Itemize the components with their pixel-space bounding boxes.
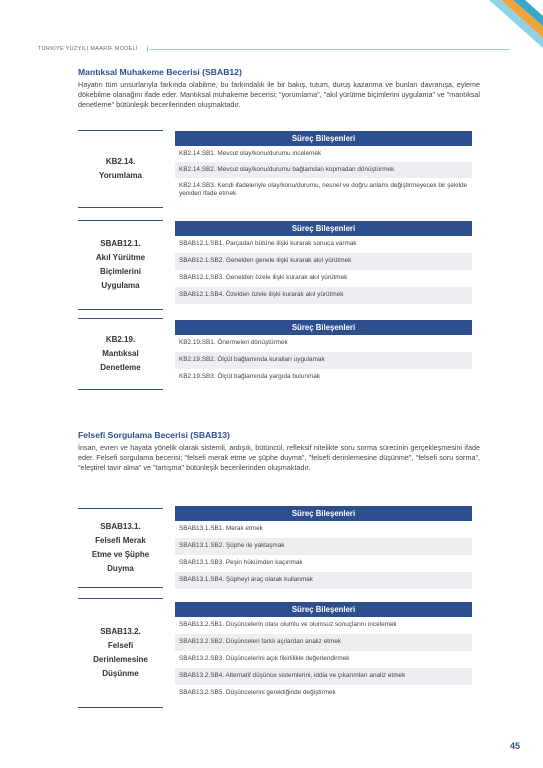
table-row: SBAB13.1.SB2. Şüphe ile yaklaşmak <box>175 538 472 555</box>
table-row: SBAB13.2.SB4. Alternatif düşünce sistemlerini, iddia ve çıkarımları analiz etmek <box>175 668 472 685</box>
table-header: Süreç Bileşenleri <box>175 221 472 236</box>
skill-code: KB2.14. <box>105 157 136 166</box>
section-title: Felsefi Sorgulama Becerisi (SBAB13) <box>78 430 230 440</box>
section-paragraph: Hayatın tüm unsurlarıyla farkında olabilme, bu farkındalık ile bir bakış, tutum, duruş kazanma ve bunları davranışa, eyleme dökebilme olanağını ifade eder. Mantıksal muhakeme becerisi; "yorumlama", "akıl yürütme biçimlerini uygulama" ve "mantıksal denetleme" bütünleşik becerilerinden oluşmaktadır. <box>78 80 480 110</box>
skill-bottom-rule <box>78 207 163 208</box>
header-rule <box>150 49 510 50</box>
skill-label <box>78 508 163 588</box>
table-row: SBAB12.1.SB2. Genelden genele ilişki kurarak akıl yürütmek <box>175 253 472 270</box>
skill-top-rule <box>78 598 163 599</box>
skill-bottom-rule <box>78 309 163 310</box>
table-row: SBAB13.2.SB3. Düşüncelerini açık fikirlilikle değerlendirmek <box>179 655 350 663</box>
table-header: Süreç Bileşenleri <box>175 602 472 617</box>
skill-top-rule <box>78 318 163 319</box>
skill-bottom-rule <box>78 707 163 708</box>
skill-label <box>78 318 163 390</box>
skill-top-rule <box>78 130 163 131</box>
process-table <box>175 506 472 589</box>
running-header: TÜRKİYE YÜZYILI MAARİF MODELİ <box>38 46 138 52</box>
table-header: Süreç Bileşenleri <box>175 320 472 335</box>
corner-decoration <box>483 0 543 55</box>
table-row: KB2.14.SB3. Kendi ifadeleriyle olay/konu/durumu, nesnel ve doğru anlamı değiştirmeyecek bir şekilde yeniden ifade etmek <box>179 181 468 197</box>
skill-code: SBAB13.1. <box>100 522 141 531</box>
skill-name: Felsefi Merak Etme ve Şüphe Duyma <box>91 536 150 573</box>
process-table <box>175 131 472 202</box>
table-row: SBAB12.1.SB3. Genelden özele ilişki kurarak akıl yürütmek <box>179 274 348 282</box>
table-row: SBAB13.2.SB2. Düşünceleri farklı açılardan analiz etmek <box>175 634 472 651</box>
section-paragraph: İnsan, evren ve hayata yönelik olarak sistemli, ardışık, bütüncül, refleksif nitelikte soru sorma sürecinin gerçekleşmesini ifade eder. Felsefi sorgulama becerisi; "felsefi merak etme ve şüphe duyma", "felsefi derinlemesine düşünme", "felsefi soru sorma", "eleştirel tavır alma" ve "tartışma" bütünleşik becerilerinden oluşmaktadır. <box>78 443 480 473</box>
table-header: Süreç Bileşenleri <box>175 506 472 521</box>
process-table <box>175 320 472 386</box>
table-row: SBAB13.1.SB1. Merak etmek <box>179 525 263 533</box>
table-row: KB2.14.SB2. Mevcut olay/konu/durumu bağlamdan kopmadan dönüştürmek <box>175 162 472 178</box>
skill-label <box>78 130 163 208</box>
table-row: SBAB13.1.SB3. Peşin hükümden kaçınmak <box>179 559 303 567</box>
header-rule-tick <box>147 46 148 52</box>
skill-top-rule <box>78 508 163 509</box>
skill-code: KB2.19. <box>105 335 136 344</box>
skill-name: Mantıksal Denetleme <box>100 349 141 372</box>
table-row: SBAB12.1.SB4. Özelden özele ilişki kurarak akıl yürütmek <box>175 287 472 304</box>
table-row: KB2.19.SB1. Önermeleri dönüştürmek <box>179 339 288 347</box>
process-table <box>175 602 472 702</box>
table-row: SBAB13.1.SB4. Şüpheyi araç olarak kullanmak <box>175 572 472 589</box>
page-number: 45 <box>510 741 521 751</box>
table-row: SBAB13.2.SB5. Düşüncelerini gerektiğinde değiştirmek <box>179 689 336 697</box>
skill-name: Yorumlama <box>99 171 142 180</box>
skill-name: Felsefi Derinlemesine Düşünme <box>93 641 148 678</box>
skill-bottom-rule <box>78 587 163 588</box>
skill-label <box>78 220 163 310</box>
table-header: Süreç Bileşenleri <box>175 131 472 146</box>
skill-top-rule <box>78 220 163 221</box>
table-row: SBAB12.1.SB1. Parçadan bütüne ilişki kurarak sonuca varmak <box>179 240 357 248</box>
table-row: SBAB13.2.SB1. Düşüncelerin olası olumlu ve olumsuz sonuçlarını incelemek <box>179 621 397 629</box>
table-row: KB2.19.SB3. Ölçüt bağlamında yargıda bulunmak <box>179 373 321 381</box>
table-row: KB2.19.SB2. Ölçüt bağlamında kuralları uygulamak <box>175 352 472 369</box>
skill-bottom-rule <box>78 389 163 390</box>
skill-code: SBAB13.2. <box>100 627 141 636</box>
skill-label <box>78 598 163 708</box>
skill-code: SBAB12.1. <box>100 239 141 248</box>
process-table <box>175 221 472 304</box>
section-title: Mantıksal Muhakeme Becerisi (SBAB12) <box>78 67 242 77</box>
skill-name: Akıl Yürütme Biçimlerini Uygulama <box>95 253 146 290</box>
table-row: KB2.14.SB1. Mevcut olay/konu/durumu incelemek <box>179 149 322 157</box>
